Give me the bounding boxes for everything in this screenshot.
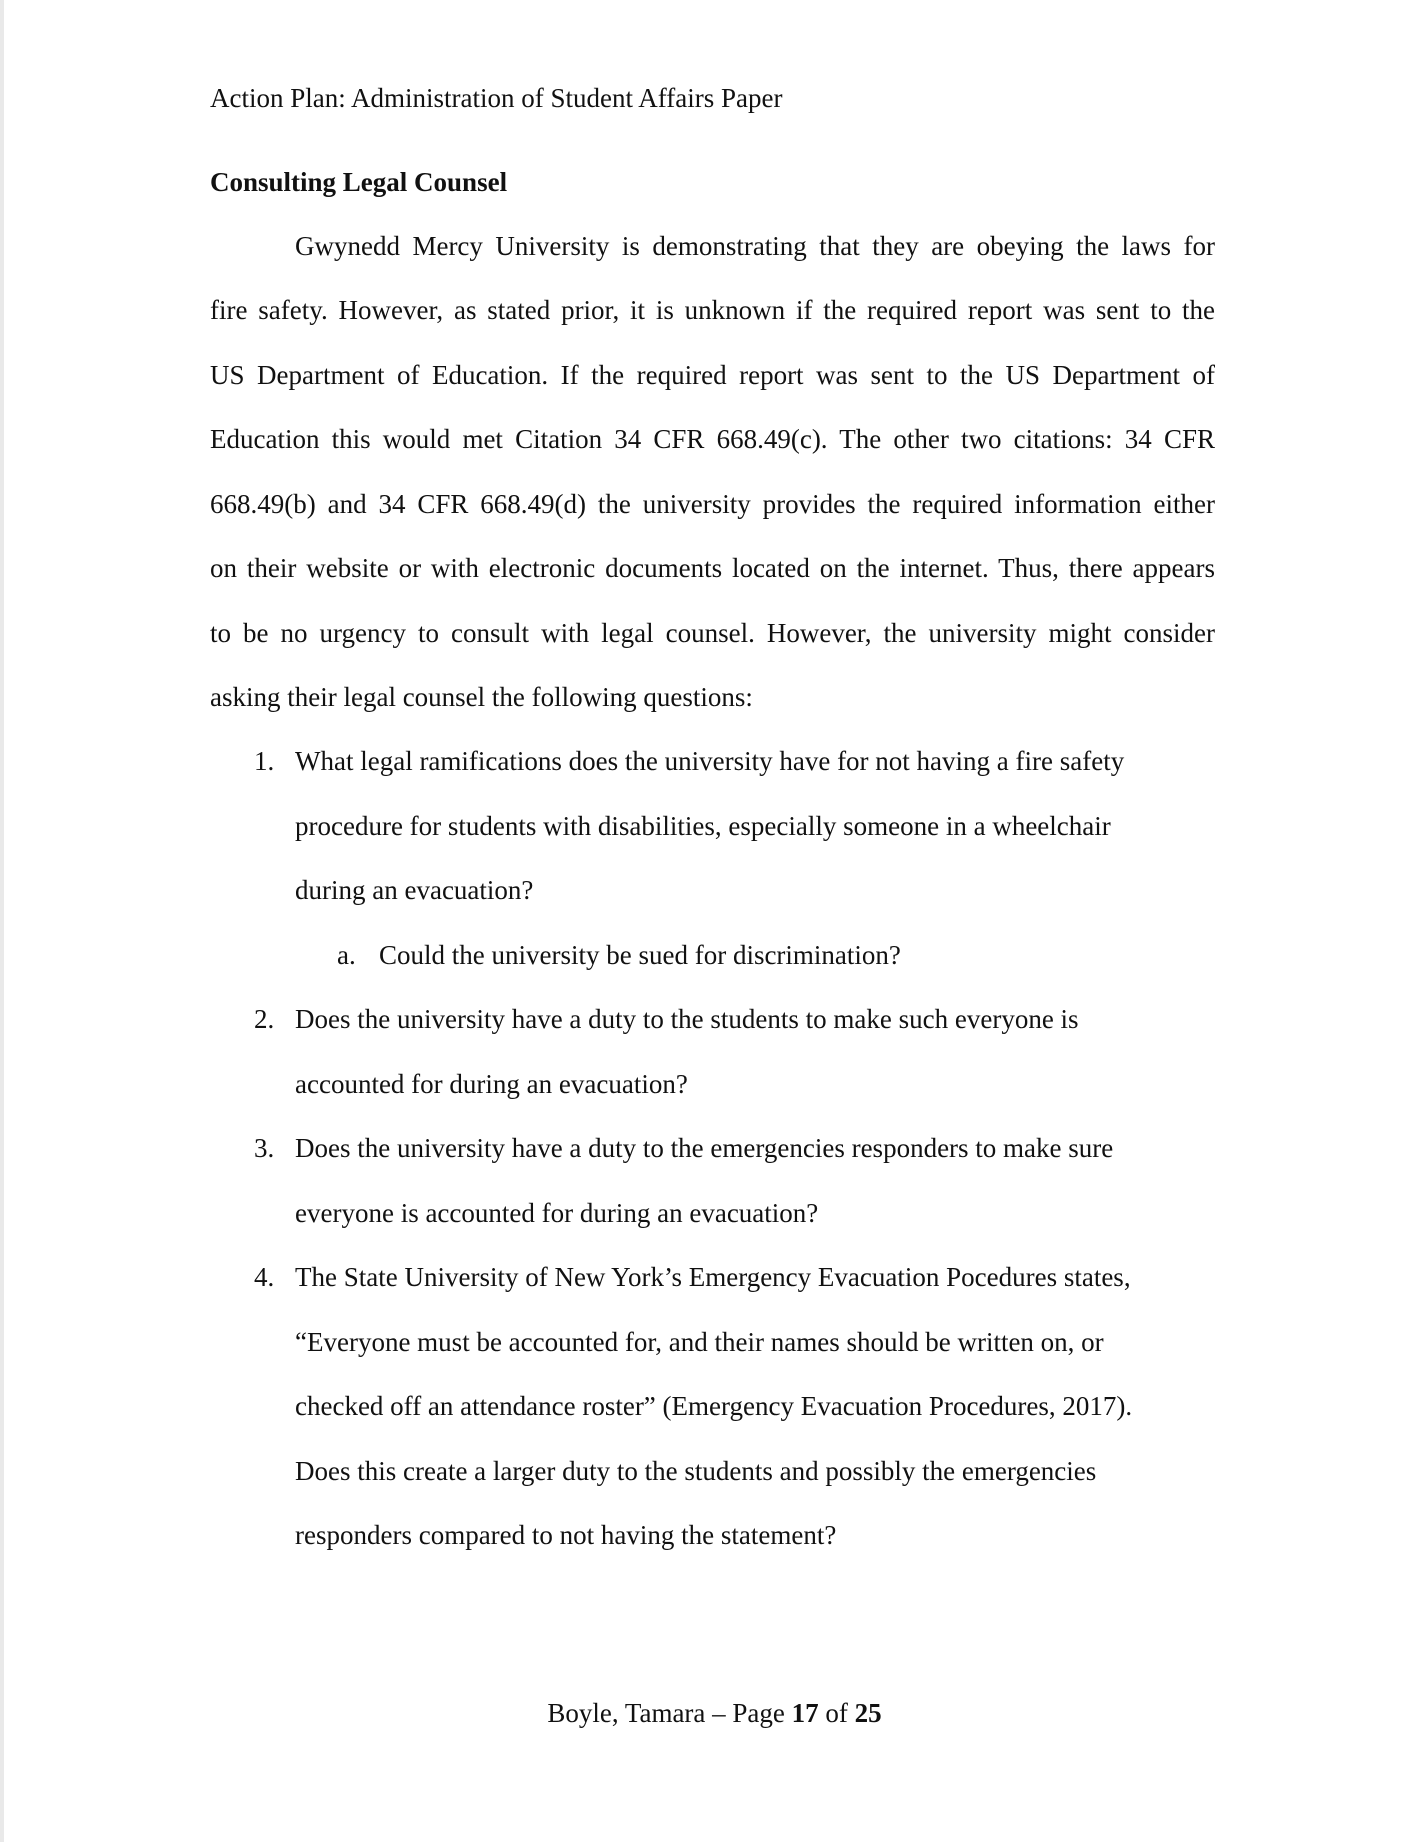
list-item-line: “Everyone must be accounted for, and their names should be written on, or	[295, 1327, 1104, 1357]
list-item-line: accounted for during an evacuation?	[295, 1069, 688, 1099]
list-number: 3.	[254, 1133, 275, 1163]
running-header: Action Plan: Administration of Student Affairs Paper	[210, 83, 783, 113]
footer-current-page: 17	[791, 1698, 819, 1728]
list-item-line: Does this create a larger duty to the students and possibly the emergencies	[295, 1456, 1097, 1486]
list-item-line: What legal ramifications does the university have for not having a fire safety	[295, 746, 1125, 776]
paragraph-line: Education this would met Citation 34 CFR 668.49(c). The other two citations: 34 CFR	[210, 424, 1215, 454]
paragraph-line: US Department of Education. If the required report was sent to the US Department of	[210, 360, 1215, 390]
paragraph-line: to be no urgency to consult with legal counsel. However, the university might consider	[210, 618, 1215, 648]
sub-list-item: Could the university be sued for discrimination?	[379, 940, 901, 970]
list-item-line: everyone is accounted for during an evacuation?	[295, 1198, 819, 1228]
list-number: 1.	[254, 746, 275, 776]
document-page	[4, 0, 1425, 1842]
paragraph-line: 668.49(b) and 34 CFR 668.49(d) the university provides the required information either	[210, 489, 1215, 519]
list-item-line: checked off an attendance roster” (Emergency Evacuation Procedures, 2017).	[295, 1391, 1133, 1421]
section-heading: Consulting Legal Counsel	[210, 167, 508, 197]
list-number: 4.	[254, 1262, 275, 1292]
list-item-line: during an evacuation?	[295, 875, 534, 905]
paragraph-line: Gwynedd Mercy University is demonstrating that they are obeying the laws for	[295, 231, 1215, 261]
list-item-line: Does the university have a duty to the emergencies responders to make sure	[295, 1133, 1114, 1163]
paragraph-line: fire safety. However, as stated prior, it is unknown if the required report was sent to the	[210, 295, 1215, 325]
paragraph-line: asking their legal counsel the following questions:	[210, 682, 753, 712]
footer-author: Boyle, Tamara – Page	[547, 1698, 792, 1728]
paragraph-line: on their website or with electronic documents located on the internet. Thus, there appears	[210, 553, 1215, 583]
sub-list-letter: a.	[337, 940, 356, 970]
footer-of: of	[818, 1698, 855, 1728]
list-item-line: procedure for students with disabilities, especially someone in a wheelchair	[295, 811, 1111, 841]
list-number: 2.	[254, 1004, 275, 1034]
list-item-line: responders compared to not having the statement?	[295, 1520, 837, 1550]
list-item-line: The State University of New York’s Emergency Evacuation Pocedures states,	[295, 1262, 1131, 1292]
footer-total-pages: 25	[854, 1698, 882, 1728]
list-item-line: Does the university have a duty to the students to make such everyone is	[295, 1004, 1079, 1034]
page-footer	[4, 1697, 1425, 1729]
